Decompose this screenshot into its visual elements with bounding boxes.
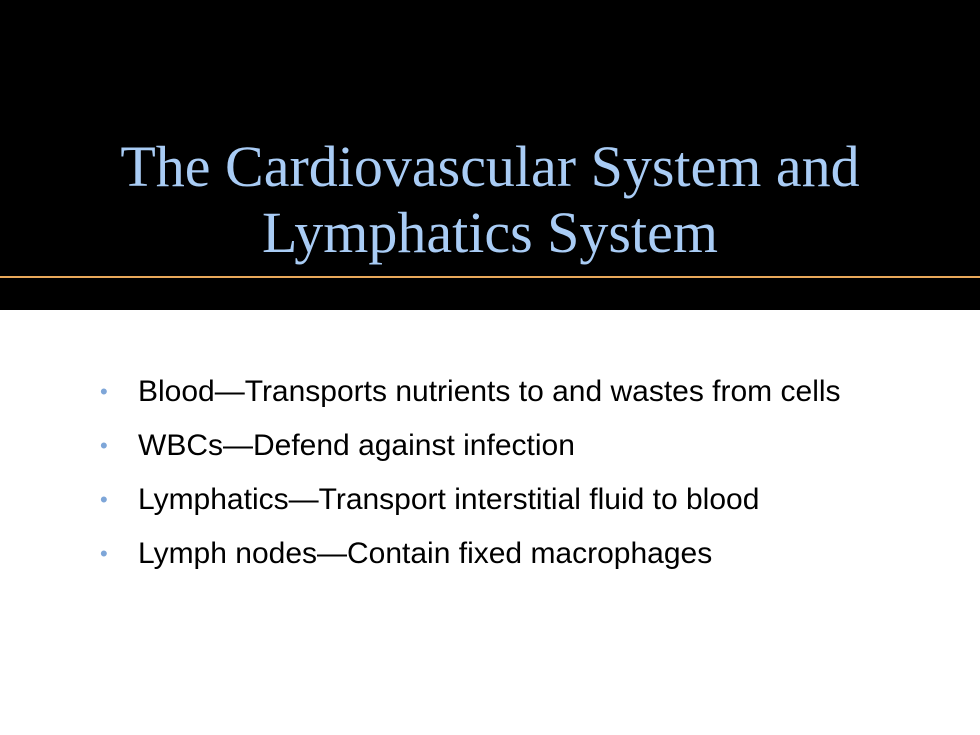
bullet-item — [100, 376, 920, 407]
bullet-icon: • — [100, 487, 108, 512]
bullet-text: Lymph nodes—Contain fixed macrophages — [138, 537, 713, 570]
bullet-icon: • — [100, 379, 108, 404]
bullet-text: Blood—Transports nutrients to and wastes from cells — [138, 375, 841, 408]
bullet-list — [100, 376, 920, 592]
bullet-icon: • — [100, 433, 108, 458]
slide-title-line-1: The Cardiovascular System and — [120, 134, 860, 199]
bullet-text: WBCs—Defend against infection — [138, 429, 575, 462]
bullet-item — [100, 538, 920, 569]
slide-title — [40, 134, 940, 266]
title-divider — [0, 276, 980, 278]
bullet-icon: • — [100, 541, 108, 566]
bullet-item — [100, 484, 920, 515]
slide-title-line-2: Lymphatics System — [262, 200, 718, 265]
bullet-text: Lymphatics—Transport interstitial fluid to blood — [138, 483, 760, 516]
bullet-item — [100, 430, 920, 461]
